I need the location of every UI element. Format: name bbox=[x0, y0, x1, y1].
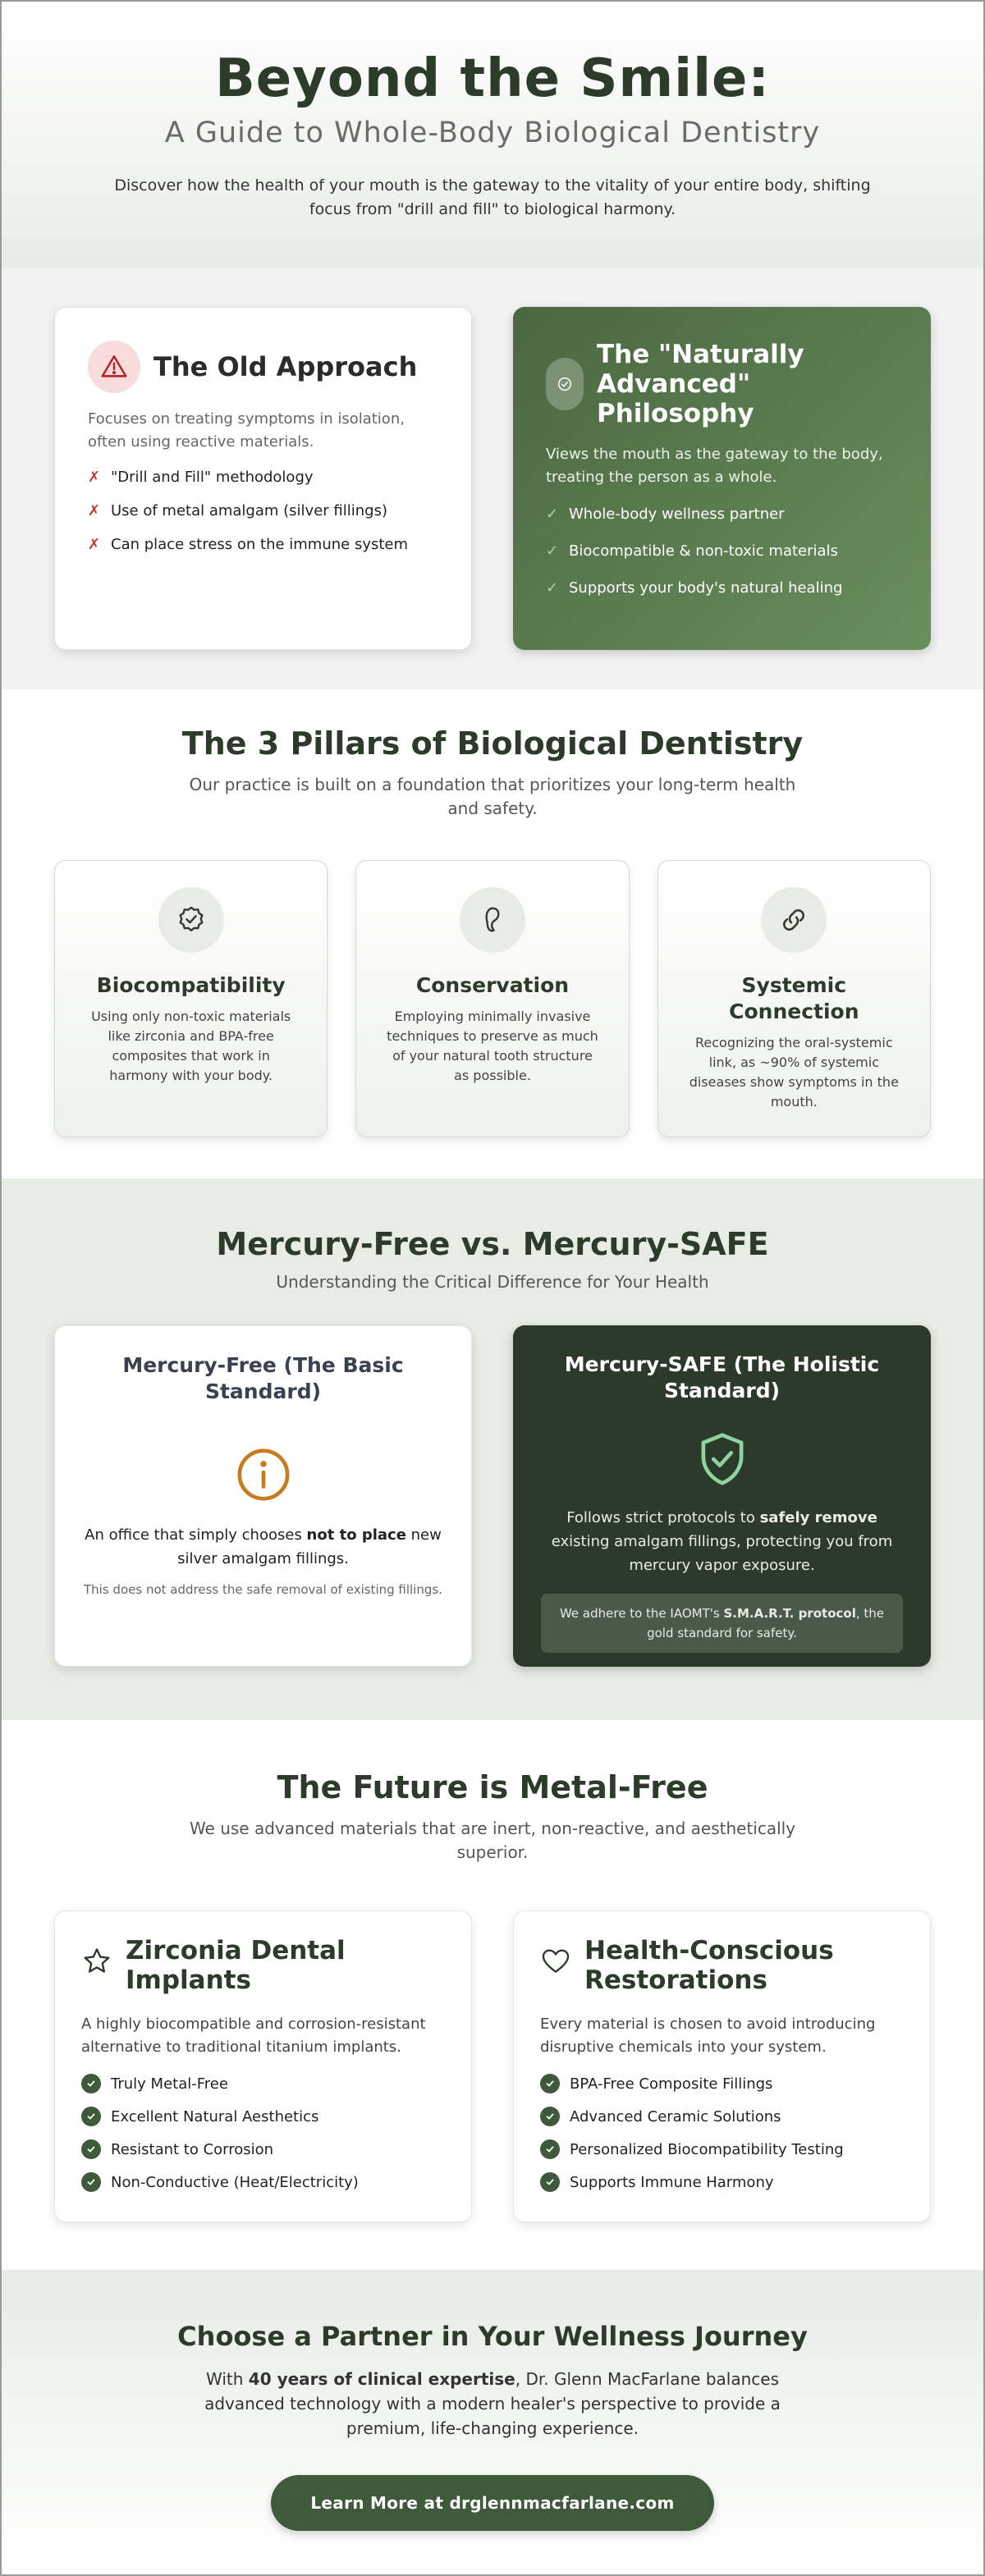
mercury-free-card bbox=[54, 1325, 472, 1667]
pillars-subtitle: Our practice is built on a foundation that prioritizes your long-term health and safety. bbox=[189, 775, 796, 818]
list-item: Excellent Natural Aesthetics bbox=[81, 2107, 445, 2126]
cta-section bbox=[2, 2270, 983, 2576]
mercury-title: Mercury-Free vs. Mercury-SAFE bbox=[216, 1226, 769, 1262]
shield-check-icon bbox=[692, 1429, 753, 1489]
old-approach-card bbox=[54, 307, 472, 650]
heart-icon bbox=[540, 1946, 571, 1977]
future-section bbox=[2, 1720, 983, 2270]
mercury-subtitle: Understanding the Critical Difference for Your Health bbox=[276, 1272, 709, 1292]
learn-more-button[interactable]: Learn More at drglennmacfarlane.com bbox=[271, 2475, 713, 2531]
page-subtitle: A Guide to Whole-Body Biological Dentistry bbox=[164, 117, 821, 149]
health-conscious-restorations-card bbox=[513, 1910, 931, 2222]
old-approach-description: Focuses on treating symptoms in isolation, often using reactive materials. bbox=[88, 410, 405, 451]
x-icon: ✗ bbox=[88, 502, 101, 519]
mercury-free-title: Mercury-Free (The Basic Standard) bbox=[122, 1353, 404, 1403]
pillars-section bbox=[2, 689, 983, 1178]
mercury-safe-title: Mercury-SAFE (The Holistic Standard) bbox=[564, 1352, 880, 1402]
pillar-row bbox=[2, 860, 983, 1137]
new-philosophy-card bbox=[513, 307, 931, 650]
pillar-card-systemic-connection bbox=[657, 860, 931, 1137]
hero-section bbox=[2, 2, 983, 268]
check-icon: ✓ bbox=[546, 579, 559, 597]
warning-icon bbox=[88, 341, 140, 393]
list-item: ✗ "Drill and Fill" methodology bbox=[88, 469, 314, 486]
pillar-card-biocompatibility bbox=[54, 860, 328, 1137]
list-item: BPA-Free Composite Fillings bbox=[540, 2074, 904, 2093]
info-icon bbox=[235, 1446, 292, 1503]
mercury-section bbox=[2, 1178, 983, 1720]
old-approach-header bbox=[88, 341, 438, 393]
smart-protocol-note: We adhere to the IAOMT's S.M.A.R.T. protocol, the gold standard for safety. bbox=[541, 1594, 903, 1653]
check-icon bbox=[81, 2107, 101, 2126]
star-icon bbox=[81, 1946, 112, 1977]
pillar-text: Recognizing the oral-systemic link, as ~90% of systemic diseases show symptoms in the mouth. bbox=[689, 1035, 899, 1110]
card-description: Every material is chosen to avoid introducing disruptive chemicals into your system. bbox=[540, 2016, 876, 2056]
list-item: Supports Immune Harmony bbox=[540, 2172, 904, 2192]
link-icon bbox=[761, 887, 827, 953]
pillar-title: Biocompatibility bbox=[96, 973, 286, 997]
pillar-text: Employing minimally invasive techniques to preserve as much of your natural tooth structure as possible. bbox=[387, 1009, 598, 1083]
list-item: Advanced Ceramic Solutions bbox=[540, 2107, 904, 2126]
page-title: Beyond the Smile: bbox=[214, 48, 771, 109]
feature-list bbox=[540, 2074, 904, 2192]
comparison-section bbox=[2, 268, 983, 689]
mercury-cards bbox=[2, 1325, 983, 1667]
mercury-free-text: An office that simply chooses not to place new silver amalgam fillings. bbox=[85, 1526, 442, 1567]
list-item: ✗ Can place stress on the immune system bbox=[88, 536, 409, 553]
x-icon: ✗ bbox=[88, 469, 101, 486]
check-icon bbox=[540, 2107, 560, 2126]
cta-text: With 40 years of clinical expertise, Dr. Glenn MacFarlane balances advanced technology with a modern healer's perspective to provide a premium, life-changing experience. bbox=[204, 2369, 781, 2438]
zirconia-implants-card bbox=[54, 1910, 472, 2222]
list-item: Resistant to Corrosion bbox=[81, 2139, 445, 2159]
check-icon bbox=[540, 2074, 560, 2093]
card-description: A highly biocompatible and corrosion-resistant alternative to traditional titanium implants. bbox=[81, 2016, 426, 2056]
pillar-card-conservation bbox=[355, 860, 629, 1137]
pillar-title: Conservation bbox=[415, 973, 570, 997]
card-title: Health-Conscious Restorations bbox=[584, 1936, 834, 1995]
card-title: Zirconia Dental Implants bbox=[126, 1936, 346, 1995]
check-icon bbox=[81, 2139, 101, 2159]
tooth-icon bbox=[460, 887, 525, 953]
old-approach-list bbox=[88, 469, 438, 553]
check-icon bbox=[81, 2172, 101, 2192]
list-item: ✓ Biocompatible & non-toxic materials bbox=[546, 542, 838, 560]
future-subtitle: We use advanced materials that are inert, non-reactive, and aesthetically superior. bbox=[189, 1819, 796, 1862]
check-icon bbox=[540, 2172, 560, 2192]
new-philosophy-description: Views the mouth as the gateway to the body, treating the person as a whole. bbox=[546, 446, 883, 486]
future-cards bbox=[2, 1910, 983, 2222]
check-icon: ✓ bbox=[546, 542, 559, 560]
feature-list bbox=[81, 2074, 445, 2192]
mercury-safe-card bbox=[513, 1325, 931, 1667]
list-item: Non-Conductive (Heat/Electricity) bbox=[81, 2172, 445, 2192]
leaf-icon bbox=[546, 358, 584, 410]
check-icon bbox=[81, 2074, 101, 2093]
mercury-safe-text: Follows strict protocols to safely remove existing amalgam fillings, protecting you from mercury vapor exposure. bbox=[551, 1509, 893, 1574]
check-icon bbox=[540, 2139, 560, 2159]
pillar-text: Using only non-toxic materials like zirconia and BPA-free composites that work in harmony with your body. bbox=[91, 1009, 291, 1083]
x-icon: ✗ bbox=[88, 536, 101, 553]
cta-title: Choose a Partner in Your Wellness Journey bbox=[177, 2321, 808, 2352]
new-philosophy-title: The "Naturally Advanced" Philosophy bbox=[597, 340, 804, 428]
list-item: ✓ Whole-body wellness partner bbox=[546, 506, 785, 523]
old-approach-title: The Old Approach bbox=[153, 351, 418, 382]
future-title: The Future is Metal-Free bbox=[277, 1769, 708, 1805]
new-philosophy-list bbox=[546, 506, 898, 597]
list-item: Personalized Biocompatibility Testing bbox=[540, 2139, 904, 2159]
list-item: ✗ Use of metal amalgam (silver fillings) bbox=[88, 502, 387, 519]
badge-check-icon bbox=[158, 887, 224, 953]
hero-intro: Discover how the health of your mouth is the gateway to the vitality of your entire body, shifting focus from "drill and fill" to biological harmony. bbox=[114, 176, 871, 218]
mercury-free-note: This does not address the safe removal of existing fillings. bbox=[84, 1582, 442, 1597]
pillar-title: Systemic Connection bbox=[729, 973, 859, 1023]
new-philosophy-header bbox=[546, 340, 898, 428]
list-item: ✓ Supports your body's natural healing bbox=[546, 579, 843, 597]
pillars-title: The 3 Pillars of Biological Dentistry bbox=[181, 725, 804, 762]
list-item: Truly Metal-Free bbox=[81, 2074, 445, 2093]
check-icon: ✓ bbox=[546, 506, 559, 523]
